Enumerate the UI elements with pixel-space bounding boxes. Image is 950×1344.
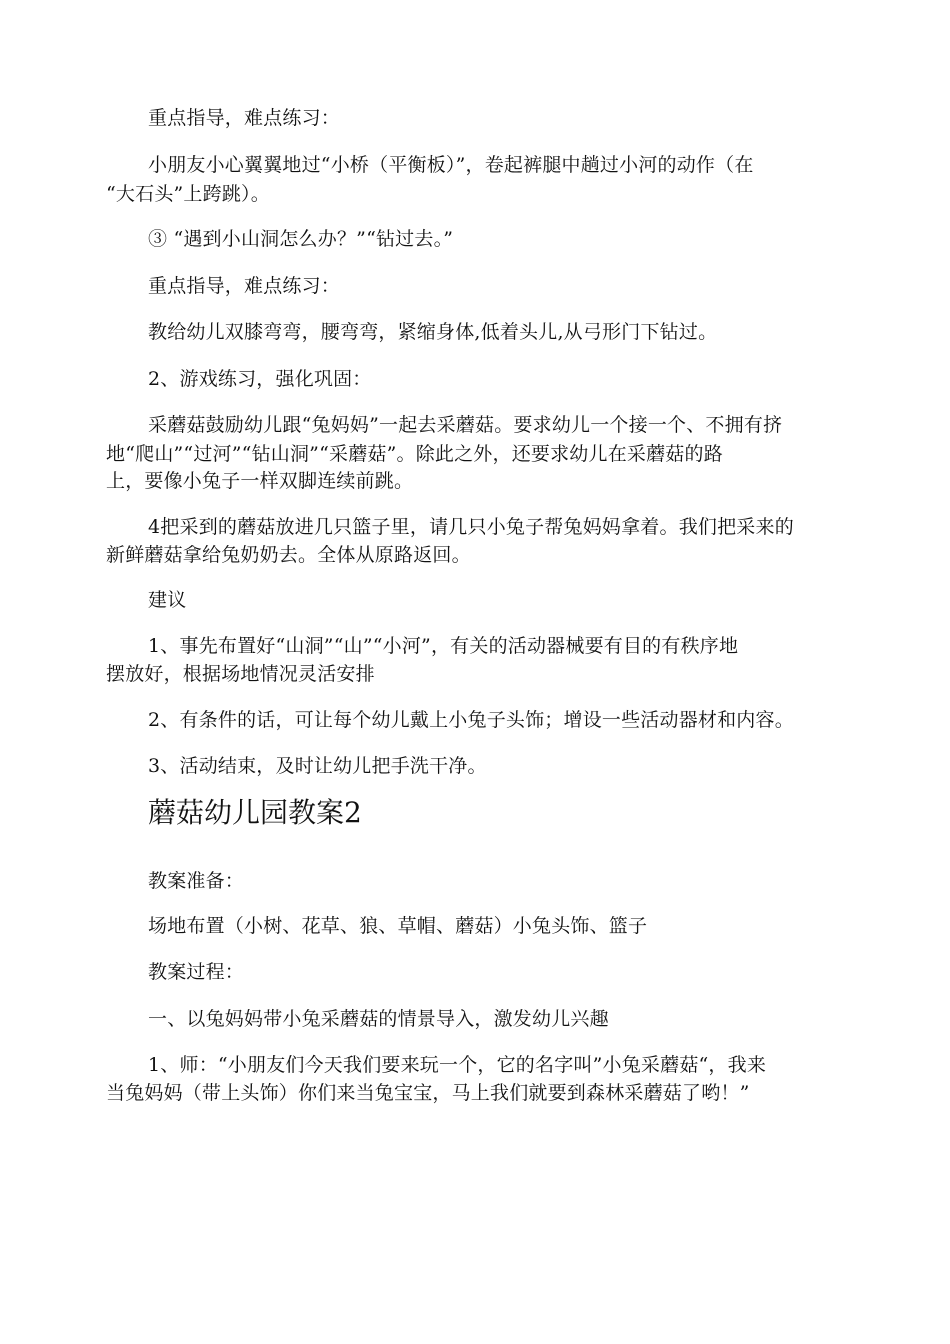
- paragraph-line: 一、以兔妈妈带小兔采蘑菇的情景导入，激发幼儿兴趣: [148, 1008, 609, 1030]
- paragraph-line: “大石头”上跨跳）。: [106, 183, 270, 205]
- paragraph-line: 教案过程：: [148, 961, 245, 983]
- section-heading: 蘑菇幼儿园教案2: [148, 796, 362, 829]
- paragraph-line: 新鲜蘑菇拿给兔奶奶去。全体从原路返回。: [106, 544, 471, 566]
- paragraph-line: 小朋友小心翼翼地过“小桥（平衡板）”，卷起裤腿中趟过小河的动作（在: [148, 154, 754, 176]
- paragraph-line: ③ “遇到小山洞怎么办？”“钻过去。”: [148, 228, 454, 250]
- paragraph-line: 重点指导，难点练习：: [148, 107, 341, 129]
- paragraph-line: 1、事先布置好“山洞”“山”“小河”，有关的活动器械要有目的有秩序地: [148, 635, 739, 657]
- paragraph-line: 教给幼儿双膝弯弯，腰弯弯，紧缩身体,低着头儿,从弓形门下钻过。: [148, 321, 718, 343]
- paragraph-line: 上，要像小兔子一样双脚连续前跳。: [106, 470, 414, 492]
- paragraph-line: 教案准备：: [148, 870, 245, 892]
- paragraph-line: 1、师：“小朋友们今天我们要来玩一个，它的名字叫”小兔采蘑菇“，我来: [148, 1054, 767, 1076]
- paragraph-line: 4把采到的蘑菇放进几只篮子里，请几只小兔子帮兔妈妈拿着。我们把采来的: [148, 516, 794, 538]
- paragraph-line: 当兔妈妈（带上头饰）你们来当兔宝宝，马上我们就要到森林采蘑菇了哟！”: [106, 1082, 750, 1104]
- paragraph-line: 地“爬山”“过河”“钻山洞”“采蘑菇”。除此之外，还要求幼儿在采蘑菇的路: [106, 443, 723, 465]
- paragraph-line: 摆放好，根据场地情况灵活安排: [106, 663, 375, 685]
- paragraph-line: 重点指导，难点练习：: [148, 275, 341, 297]
- paragraph-line: 场地布置（小树、花草、狼、草帽、蘑菇）小兔头饰、篮子: [148, 915, 648, 937]
- paragraph-line: 2、有条件的话，可让每个幼儿戴上小兔子头饰；增设一些活动器材和内容。: [148, 709, 794, 731]
- paragraph-line: 建议: [148, 589, 187, 611]
- paragraph-line: 3、活动结束，及时让幼儿把手洗干净。: [148, 755, 487, 777]
- paragraph-line: 2、游戏练习，强化巩固：: [148, 368, 372, 390]
- paragraph-line: 采蘑菇鼓励幼儿跟“兔妈妈”一起去采蘑菇。要求幼儿一个接一个、不拥有挤: [148, 414, 783, 436]
